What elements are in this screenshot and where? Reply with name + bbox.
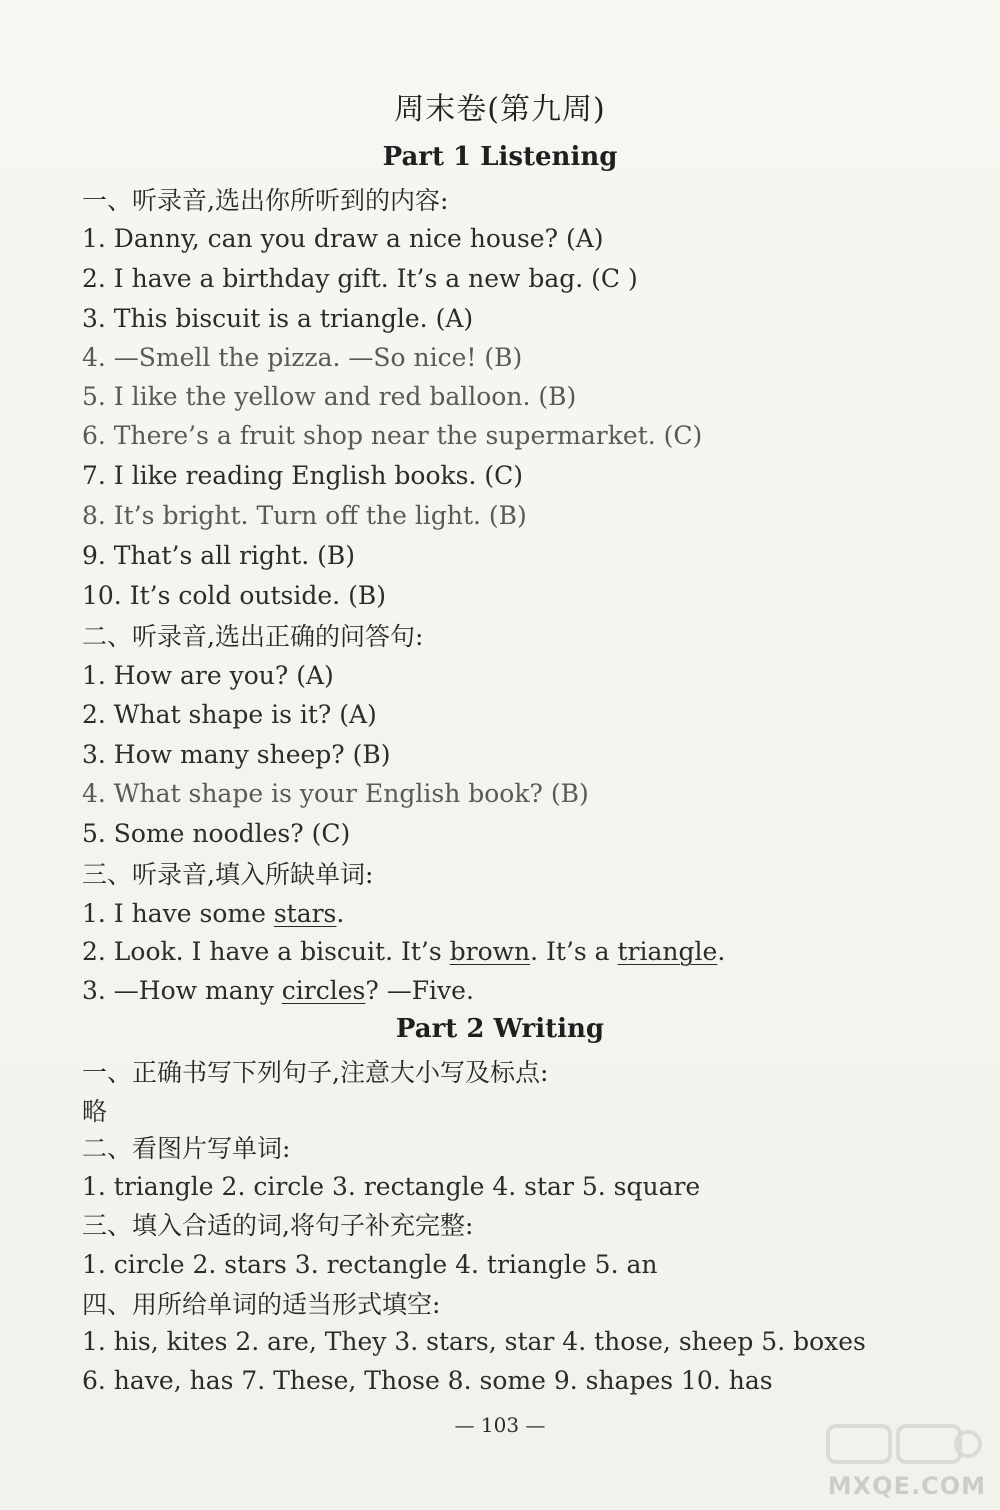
part2-section2-heading: 二、看图片写单词: — [82, 1134, 291, 1163]
fill-item-1-suffix: . — [336, 899, 345, 928]
part1-heading: Part 1 Listening — [382, 142, 618, 172]
page-title: 周末卷(第九周) — [394, 92, 606, 127]
listening-item-3: 3. This biscuit is a triangle. (A) — [82, 304, 474, 333]
fill-item-2-suffix: . — [717, 937, 726, 966]
fill-item-2 — [82, 937, 725, 967]
part2-section4-answer-1: 1. his, kites 2. are, They 3. stars, star 4. those, sheep 5. boxes — [82, 1327, 866, 1356]
part1-section1-heading: 一、听录音,选出你所听到的内容: — [82, 186, 449, 215]
listening-item-10: 10. It’s cold outside. (B) — [82, 581, 386, 610]
listening-item-9: 9. That’s all right. (B) — [82, 541, 355, 570]
part2-section2-answer: 1. triangle 2. circle 3. rectangle 4. star 5. square — [82, 1172, 701, 1201]
fill-item-2-answer-2: triangle — [617, 937, 718, 966]
part2-section3-heading: 三、填入合适的词,将句子补充完整: — [82, 1211, 474, 1240]
listening-item-6: 6. There’s a fruit shop near the supermarket. (C) — [82, 421, 703, 450]
fill-item-1-answer: stars — [273, 899, 337, 928]
part1-section3-heading: 三、听录音,填入所缺单词: — [82, 860, 374, 889]
listening-item-1: 1. Danny, can you draw a nice house? (A) — [82, 224, 604, 253]
fill-item-2-answer-1: brown — [449, 937, 531, 966]
part1-section2-heading: 二、听录音,选出正确的问答句: — [82, 622, 424, 651]
part2-section3-answer: 1. circle 2. stars 3. rectangle 4. triangle 5. an — [82, 1250, 658, 1279]
part2-section4-heading: 四、用所给单词的适当形式填空: — [82, 1290, 441, 1319]
listening-item-7: 7. I like reading English books. (C) — [82, 461, 524, 490]
qa-item-2: 2. What shape is it? (A) — [82, 700, 377, 729]
fill-item-3-prefix: 3. —How many — [82, 976, 282, 1005]
fill-item-3-suffix: ? —Five. — [365, 976, 474, 1005]
part2-section1-answer: 略 — [82, 1097, 108, 1126]
listening-item-8: 8. It’s bright. Turn off the light. (B) — [82, 501, 527, 530]
part2-section4-answer-2: 6. have, has 7. These, Those 8. some 9. shapes 10. has — [82, 1366, 773, 1395]
qa-item-1: 1. How are you? (A) — [82, 661, 334, 690]
part2-section1-heading: 一、正确书写下列句子,注意大小写及标点: — [82, 1058, 549, 1087]
page-number: — 103 — — [454, 1413, 546, 1437]
qa-item-5: 5. Some noodles? (C) — [82, 819, 351, 848]
watermark-text: MXQE.COM — [827, 1472, 986, 1500]
fill-item-3 — [82, 976, 474, 1006]
listening-item-4: 4. —Smell the pizza. —So nice! (B) — [82, 343, 523, 372]
listening-item-5: 5. I like the yellow and red balloon. (B) — [82, 382, 577, 411]
fill-item-3-answer: circles — [281, 976, 366, 1005]
qa-item-4: 4. What shape is your English book? (B) — [82, 779, 589, 808]
listening-item-2: 2. I have a birthday gift. It’s a new bag. (C ) — [82, 264, 638, 293]
qa-item-3: 3. How many sheep? (B) — [82, 740, 391, 769]
fill-item-2-prefix: 2. Look. I have a biscuit. It’s — [82, 937, 450, 966]
fill-item-1 — [82, 899, 344, 929]
part2-heading: Part 2 Writing — [395, 1014, 605, 1044]
fill-item-2-middle: . It’s a — [530, 937, 618, 966]
fill-item-1-prefix: 1. I have some — [82, 899, 274, 928]
